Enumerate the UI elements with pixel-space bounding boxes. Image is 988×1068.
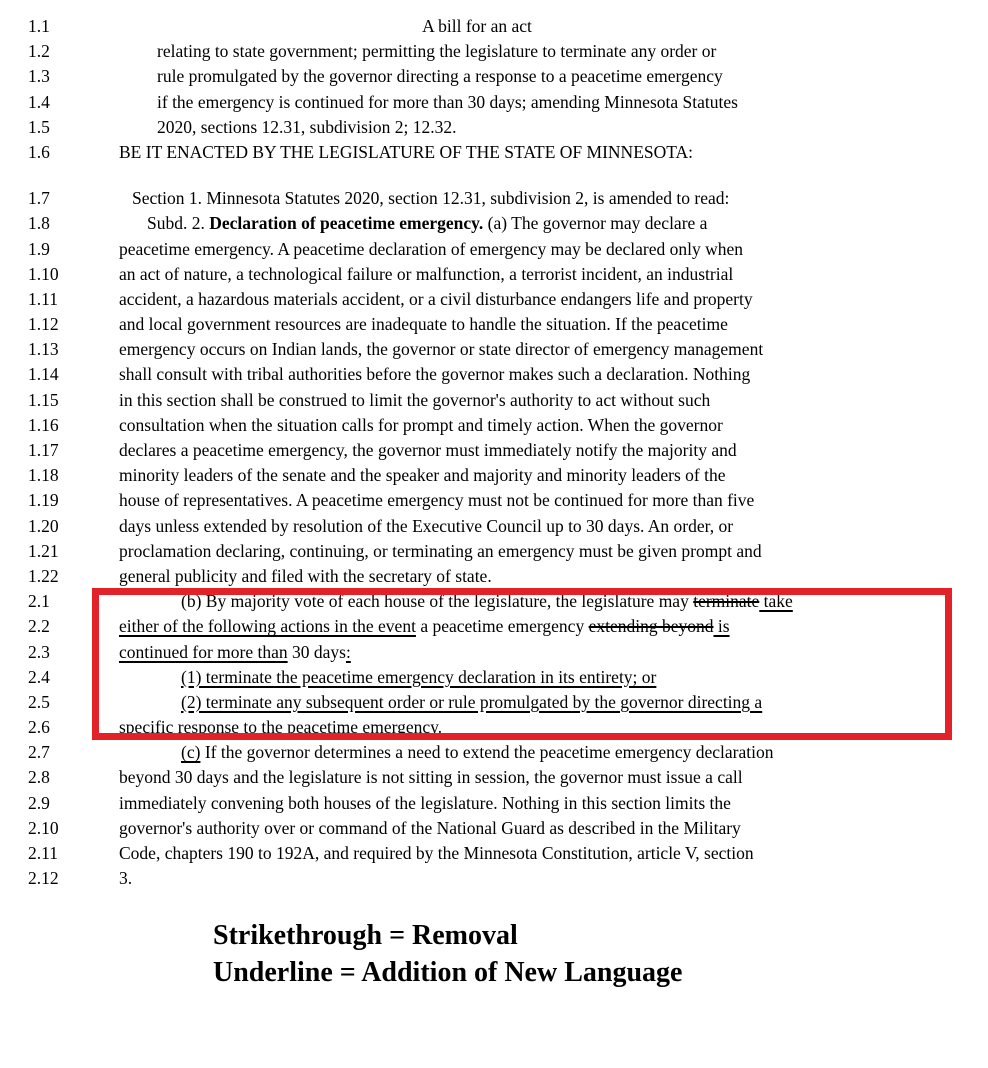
document-line xyxy=(0,388,988,413)
plain-text: days unless extended by resolution of the Executive Council up to 30 days. An order, or xyxy=(119,515,734,536)
document-line xyxy=(0,715,988,740)
line-text xyxy=(119,866,132,891)
added-text: : xyxy=(345,641,351,662)
line-text xyxy=(119,488,754,513)
added-text: continued for more than xyxy=(119,641,288,662)
line-number: 1.14 xyxy=(28,364,59,385)
line-text xyxy=(119,39,716,64)
plain-text: in this section shall be construed to limit the governor's authority to act without such xyxy=(119,389,711,410)
line-number: 2.1 xyxy=(28,591,50,612)
document-line xyxy=(0,362,988,387)
line-text xyxy=(119,237,743,262)
line-text xyxy=(119,90,738,115)
plain-text: a peacetime emergency xyxy=(415,616,589,637)
plain-text: Code, chapters 190 to 192A, and required by the Minnesota Constitution, article V, section xyxy=(119,843,754,863)
line-text xyxy=(119,14,835,39)
line-text xyxy=(119,791,731,816)
plain-text: If the governor determines a need to extend the peacetime emergency declaration xyxy=(200,742,774,763)
removed-text: extending beyond xyxy=(588,616,714,637)
line-number: 2.4 xyxy=(28,666,50,687)
line-number: 1.16 xyxy=(28,414,59,435)
line-number: 1.21 xyxy=(28,540,59,561)
line-number: 1.17 xyxy=(28,440,59,460)
document-line xyxy=(0,841,988,866)
plain-text: general publicity and filed with the secretary of state. xyxy=(119,565,492,586)
line-text xyxy=(119,665,656,690)
plain-text: house of representatives. A peacetime emergency must not be continued for more than five xyxy=(119,490,755,511)
plain-text: peacetime emergency. A peacetime declaration of emergency may be declared only when xyxy=(119,238,744,259)
line-text xyxy=(119,690,762,715)
line-number: 2.7 xyxy=(28,742,50,763)
line-number: 1.4 xyxy=(28,91,50,112)
plain-text: A bill for an act xyxy=(422,16,532,36)
line-number: 1.1 xyxy=(28,16,50,36)
plain-text: if the emergency is continued for more than 30 days; amending Minnesota Statutes xyxy=(157,91,738,112)
line-text xyxy=(119,262,733,287)
document-line xyxy=(0,463,988,488)
legend-underline-line: Underline = Addition of New Language xyxy=(213,957,683,989)
document-line xyxy=(0,39,988,64)
legend-strikethrough-line: Strikethrough = Removal xyxy=(213,920,518,952)
document-line xyxy=(0,740,988,765)
line-number: 2.6 xyxy=(28,717,50,738)
plain-text: shall consult with tribal authorities before the governor makes such a declaration. Nothing xyxy=(119,364,751,385)
line-number: 1.12 xyxy=(28,314,59,335)
line-text xyxy=(119,614,730,639)
line-number: 2.8 xyxy=(28,767,50,788)
document-line xyxy=(0,262,988,287)
document-line xyxy=(0,312,988,337)
line-text xyxy=(119,816,741,841)
line-text xyxy=(119,388,710,413)
markup-legend xyxy=(213,917,988,991)
line-number: 1.8 xyxy=(28,213,50,234)
plain-text: proclamation declaring, continuing, or terminating an emergency must be given prompt and xyxy=(119,540,762,561)
line-number: 1.10 xyxy=(28,263,59,284)
line-text xyxy=(119,564,492,589)
line-text xyxy=(119,438,737,463)
line-number: 1.15 xyxy=(28,389,59,410)
line-text xyxy=(119,337,763,362)
line-number: 2.2 xyxy=(28,616,50,637)
line-text xyxy=(119,463,725,488)
document-line xyxy=(0,287,988,312)
added-text: (2) terminate any subsequent order or rule promulgated by the governor directing a xyxy=(181,691,763,712)
line-text xyxy=(119,115,456,140)
line-text xyxy=(119,362,750,387)
line-number: 2.9 xyxy=(28,792,50,813)
plain-text: accident, a hazardous materials accident, or a civil disturbance endangers life and property xyxy=(119,288,753,309)
document-line xyxy=(0,665,988,690)
document-line xyxy=(0,140,988,165)
plain-text: an act of nature, a technological failure or malfunction, a terrorist incident, an industrial xyxy=(119,263,734,284)
added-text: (c) xyxy=(181,742,201,763)
line-number: 1.5 xyxy=(28,116,50,137)
line-text xyxy=(119,186,729,211)
line-text xyxy=(119,211,707,236)
document-line xyxy=(0,237,988,262)
line-number: 1.18 xyxy=(28,465,59,486)
plain-text: BE IT ENACTED BY THE LEGISLATURE OF THE STATE OF MINNESOTA: xyxy=(119,141,694,162)
line-text xyxy=(119,140,693,165)
line-text xyxy=(119,413,723,438)
added-text: is xyxy=(713,616,730,637)
plain-text: 2020, sections 12.31, subdivision 2; 12.32. xyxy=(157,116,457,137)
line-number: 1.19 xyxy=(28,490,59,511)
plain-text: relating to state government; permitting the legislature to terminate any order or xyxy=(157,41,717,62)
document-line xyxy=(0,413,988,438)
line-text xyxy=(119,740,773,765)
document-line xyxy=(0,589,988,614)
line-text xyxy=(119,287,753,312)
document-line xyxy=(0,337,988,362)
line-number: 2.10 xyxy=(28,817,59,838)
document-line xyxy=(0,791,988,816)
line-text xyxy=(119,64,723,89)
line-number: 2.12 xyxy=(28,868,59,889)
added-text: specific response to the peacetime emergency xyxy=(119,717,438,738)
paragraph-spacer xyxy=(0,165,988,186)
document-line xyxy=(0,539,988,564)
line-number: 1.7 xyxy=(28,188,50,209)
plain-text: rule promulgated by the governor directing a response to a peacetime emergency xyxy=(157,66,723,87)
line-number: 1.9 xyxy=(28,238,50,259)
line-text xyxy=(119,514,733,539)
line-text xyxy=(119,589,793,614)
document-line xyxy=(0,866,988,891)
plain-text: declares a peacetime emergency, the governor must immediately notify the majority and xyxy=(119,440,737,460)
line-number: 2.11 xyxy=(28,843,58,863)
plain-text: 30 days xyxy=(287,641,346,662)
document-line xyxy=(0,64,988,89)
document-line xyxy=(0,186,988,211)
line-number: 1.2 xyxy=(28,41,50,62)
document-line xyxy=(0,765,988,790)
line-text xyxy=(119,539,762,564)
line-text xyxy=(119,312,728,337)
document-line xyxy=(0,640,988,665)
document-line xyxy=(0,614,988,639)
bold-heading-text: Declaration of peacetime emergency. xyxy=(209,213,484,234)
line-number: 1.6 xyxy=(28,141,50,162)
removed-text: terminate xyxy=(693,591,760,612)
line-number: 1.22 xyxy=(28,565,59,586)
plain-text: . xyxy=(437,717,443,738)
document-line xyxy=(0,816,988,841)
line-number: 1.3 xyxy=(28,66,50,87)
plain-text: 3. xyxy=(119,868,133,889)
plain-text: (b) By majority vote of each house of the legislature, the legislature may xyxy=(181,591,694,612)
line-text xyxy=(119,841,754,866)
plain-text: minority leaders of the senate and the speaker and majority and minority leaders of the xyxy=(119,465,726,486)
line-text xyxy=(119,765,743,790)
line-text xyxy=(119,715,442,740)
plain-text: beyond 30 days and the legislature is not sitting in session, the governor must issue a call xyxy=(119,767,743,788)
line-number: 2.5 xyxy=(28,691,50,712)
plain-text: emergency occurs on Indian lands, the governor or state director of emergency management xyxy=(119,339,764,360)
line-number: 1.20 xyxy=(28,515,59,536)
document-line xyxy=(0,564,988,589)
document-line xyxy=(0,438,988,463)
document-line xyxy=(0,211,988,236)
line-number: 2.3 xyxy=(28,641,50,662)
plain-text: immediately convening both houses of the legislature. Nothing in this section limits the xyxy=(119,792,731,813)
document-line xyxy=(0,115,988,140)
plain-text: consultation when the situation calls for prompt and timely action. When the governor xyxy=(119,414,723,435)
plain-text: (a) The governor may declare a xyxy=(483,213,708,234)
plain-text: and local government resources are inadequate to handle the situation. If the peacetime xyxy=(119,314,728,335)
plain-text: governor's authority over or command of the National Guard as described in the Military xyxy=(119,817,741,838)
line-text xyxy=(119,640,351,665)
added-text: take xyxy=(759,591,793,612)
document-line xyxy=(0,488,988,513)
plain-text: Subd. 2. xyxy=(147,213,210,234)
document-line xyxy=(0,90,988,115)
line-number: 1.13 xyxy=(28,339,59,360)
plain-text: Section 1. Minnesota Statutes 2020, section 12.31, subdivision 2, is amended to read: xyxy=(132,188,730,209)
document-line xyxy=(0,14,988,39)
document-line xyxy=(0,690,988,715)
line-number: 1.11 xyxy=(28,288,58,309)
document-line xyxy=(0,514,988,539)
added-text: either of the following actions in the event xyxy=(119,616,416,637)
added-text: (1) terminate the peacetime emergency declaration in its entirety; or xyxy=(181,666,657,687)
